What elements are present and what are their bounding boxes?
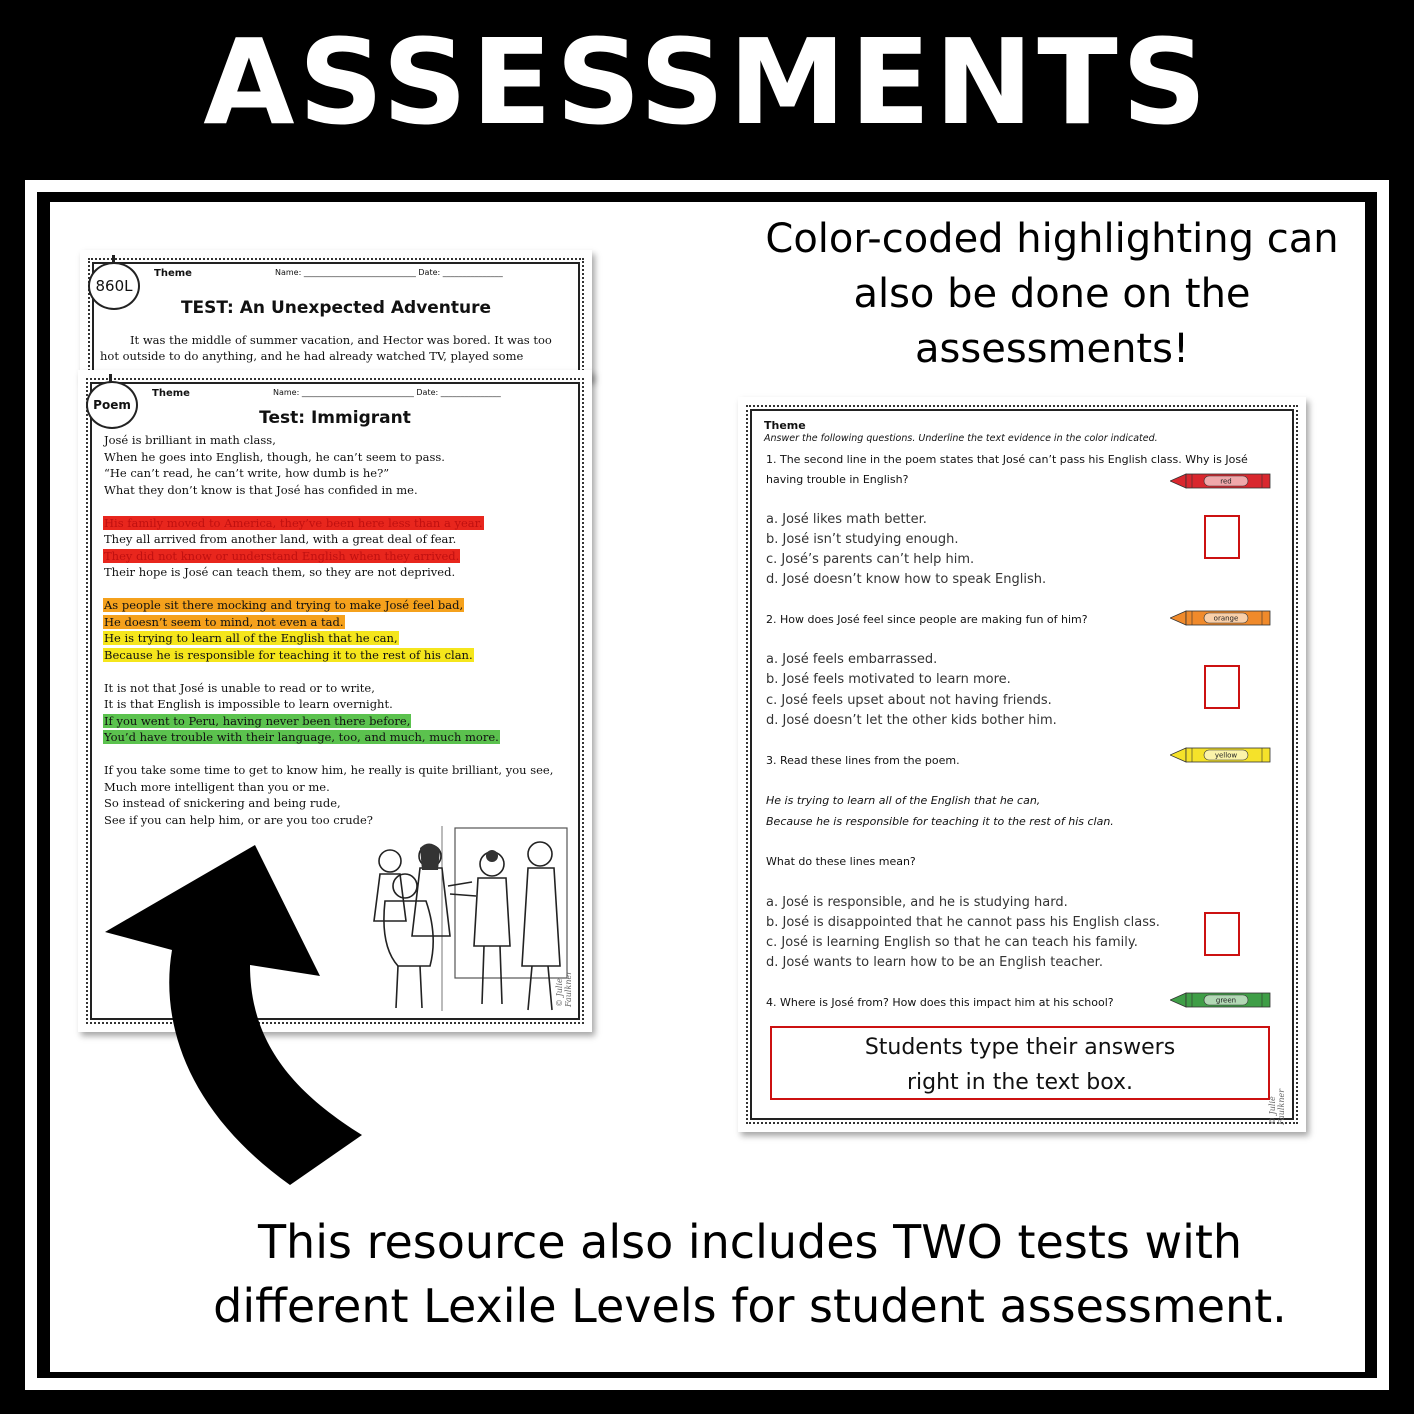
yellow-crayon-icon [1170, 745, 1272, 765]
students-illustration [360, 826, 570, 1016]
poem-line [103, 714, 411, 728]
poem-line [103, 813, 374, 827]
answer-box[interactable] [1204, 912, 1240, 956]
instructions: Answer the following questions. Underline the text evidence in the color indicated. [764, 433, 1158, 444]
poem-badge: Poem [86, 381, 138, 429]
orange-crayon-icon [1170, 608, 1272, 628]
highlighted-text: His family moved to America, they’ve been here less than a year. [104, 515, 483, 530]
poem-line-text: What they don’t know is that José has confided in me. [104, 482, 418, 497]
passage-line: hot outside to do anything, and he had already watched TV, played some [100, 349, 524, 363]
question-1: 1. The second line in the poem states that José can’t pass his English class. Why is José [766, 453, 1248, 466]
highlighted-text: He is trying to learn all of the English that he can, [104, 631, 398, 645]
answer-choice: d. José doesn’t know how to speak English. [766, 572, 1047, 587]
bottom-caption [150, 1210, 1350, 1338]
poem-line [103, 565, 456, 579]
bottom-caption-line: different Lexile Levels for student assessment. [213, 1279, 1287, 1333]
answer-box[interactable] [1204, 515, 1240, 559]
answer-choice: b. José isn’t studying enough. [766, 532, 959, 547]
test-title: Test: Immigrant [259, 408, 411, 428]
answer-choice: c. José’s parents can’t help him. [766, 552, 975, 567]
answer-choice: a. José is responsible, and he is studying hard. [766, 895, 1068, 910]
bottom-caption-line: This resource also includes TWO tests with [257, 1215, 1243, 1269]
poem-line [103, 648, 474, 662]
poem-line [103, 516, 484, 530]
name-date-line: Name: ____________________________ Date: _______________ [273, 388, 501, 397]
poem-line-text: They all arrived from another land, with a great deal of fear. [104, 532, 457, 546]
test-title: TEST: An Unexpected Adventure [180, 298, 492, 318]
poem-line-text: Much more intelligent than you or me. [104, 779, 330, 794]
copyright-signature: © Julie Faulkner [1268, 1088, 1286, 1125]
answer-choice: a. José feels embarrassed. [766, 652, 938, 667]
top-caption [752, 212, 1352, 377]
question-4: 4. Where is José from? How does this impact him at his school? [766, 996, 1114, 1009]
poem-line [103, 532, 457, 546]
poem-line [103, 615, 345, 629]
answer-choice: b. José feels motivated to learn more. [766, 672, 1011, 687]
poem-line [103, 697, 394, 711]
question-1-cont: having trouble in English? [766, 473, 909, 486]
poem-line [103, 730, 500, 744]
poem-line [103, 763, 554, 777]
poem-line-text: “He can’t read, he can’t write, how dumb is he?” [104, 466, 390, 480]
poem-line-text: It is that English is impossible to learn overnight. [104, 697, 393, 711]
crayon-label: red [1220, 477, 1232, 486]
highlighted-text: As people sit there mocking and trying to make José feel bad, [104, 598, 464, 612]
top-caption-line: Color-coded highlighting can [765, 216, 1339, 262]
poem-line [103, 681, 376, 695]
highlighted-text: You’d have trouble with their language, too, and much, much more. [104, 730, 499, 744]
answer-choice: c. José is learning English so that he can teach his family. [766, 935, 1138, 950]
passage-line: It was the middle of summer vacation, and Hector was bored. It was too [130, 333, 552, 347]
questions-sheet [738, 397, 1306, 1132]
poem-line [103, 796, 342, 810]
poem-line-text: See if you can help him, or are you too crude? [104, 812, 373, 827]
test-sheet-adventure [80, 250, 592, 380]
answer-text-box[interactable] [770, 1026, 1270, 1100]
poem-line-text: If you take some time to get to know him, he really is quite brilliant, you see, [104, 763, 554, 777]
poem-quote: Because he is responsible for teaching it to the rest of his clan. [766, 815, 1114, 828]
name-date-line: Name: ____________________________ Date: _______________ [275, 268, 503, 277]
answer-choice: b. José is disappointed that he cannot pass his English class. [766, 915, 1160, 930]
question-2: 2. How does José feel since people are making fun of him? [766, 613, 1088, 626]
crayon-label: yellow [1214, 751, 1238, 760]
top-caption-line: assessments! [915, 326, 1189, 372]
highlighted-text: They did not know or understand English when they arrived. [104, 548, 460, 563]
poem-line [103, 466, 390, 480]
text-box-line: Students type their answers [864, 1035, 1176, 1060]
green-crayon-icon [1170, 990, 1272, 1010]
poem-line [103, 631, 399, 645]
banner-title: ASSESSMENTS [203, 13, 1211, 151]
highlighted-text: He doesn’t seem to mind, not even a tad. [104, 614, 344, 629]
poem-line-text: So instead of snickering and being rude, [104, 796, 341, 810]
theme-label: Theme [764, 419, 806, 432]
crayon-label: orange [1213, 614, 1239, 623]
poem-line [103, 780, 331, 794]
poem-line-text: When he goes into English, though, he can’t seem to pass. [104, 449, 445, 464]
question-3: 3. Read these lines from the poem. [766, 754, 960, 767]
poem-line [103, 483, 419, 497]
top-caption-line: also be done on the [853, 271, 1251, 317]
answer-choice: d. José wants to learn how to be an English teacher. [766, 955, 1103, 970]
red-crayon-icon [1170, 471, 1272, 491]
poem-line [103, 450, 446, 464]
poem-line [103, 433, 277, 447]
poem-line [103, 549, 460, 563]
poem-quote: He is trying to learn all of the English that he can, [766, 794, 1041, 807]
theme-label: Theme [152, 388, 190, 399]
highlighted-text: If you went to Peru, having never been there before, [104, 713, 411, 728]
poem-line-text: José is brilliant in math class, [104, 433, 276, 447]
answer-choice: a. José likes math better. [766, 512, 927, 527]
poem-line [103, 598, 464, 612]
pointing-arrow-icon [100, 840, 370, 1190]
poem-line-text: Their hope is José can teach them, so they are not deprived. [104, 565, 456, 579]
highlighted-text: Because he is responsible for teaching it to the rest of his clan. [104, 647, 473, 662]
theme-label: Theme [154, 268, 192, 279]
answer-choice: c. José feels upset about not having friends. [766, 693, 1052, 708]
poem-line-text: It is not that José is unable to read or to write, [104, 680, 375, 695]
answer-choice: d. José doesn’t let the other kids bother him. [766, 713, 1057, 728]
copyright-signature: © Julie Faulkner [555, 970, 573, 1007]
answer-box[interactable] [1204, 665, 1240, 709]
question-3-prompt: What do these lines mean? [766, 855, 916, 868]
lexile-level-badge: 860L [88, 262, 140, 310]
text-box-line: right in the text box. [906, 1070, 1133, 1095]
crayon-label: green [1215, 996, 1237, 1005]
